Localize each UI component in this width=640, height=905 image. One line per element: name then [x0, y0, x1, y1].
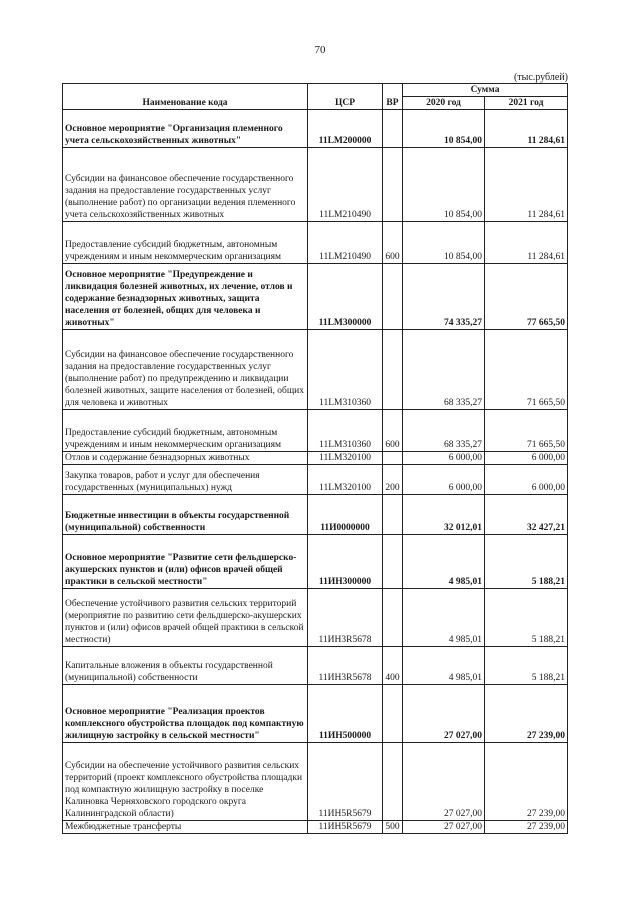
row-vr — [383, 148, 403, 222]
table-row — [63, 110, 568, 148]
row-csr: 11ИН300000 — [308, 535, 383, 589]
row-name: Основное мероприятие "Реализация проектов комплексного обустройства площадок под компактную жилищную застройку в сельской местности" — [63, 685, 308, 743]
row-sum-2020: 4 985,01 — [403, 535, 485, 589]
row-sum-2020: 6 000,00 — [403, 465, 485, 495]
table-row — [63, 264, 568, 330]
row-sum-2021: 71 665,50 — [485, 410, 568, 452]
row-name: Предоставление субсидий бюджетным, автономным учреждениям и иным некоммерческим организациям — [63, 222, 308, 264]
header-csr: ЦСР — [308, 84, 383, 110]
row-sum-2021: 27 239,00 — [485, 821, 568, 834]
row-sum-2020: 10 854,00 — [403, 110, 485, 148]
row-sum-2020: 4 985,01 — [403, 647, 485, 685]
row-vr: 400 — [383, 647, 403, 685]
row-vr — [383, 264, 403, 330]
table-row — [63, 743, 568, 821]
row-sum-2020: 27 027,00 — [403, 821, 485, 834]
row-vr — [383, 743, 403, 821]
row-sum-2020: 27 027,00 — [403, 685, 485, 743]
budget-table — [62, 83, 568, 834]
table-row — [63, 222, 568, 264]
table-row — [63, 821, 568, 834]
row-sum-2021: 27 239,00 — [485, 685, 568, 743]
row-name: Основное мероприятие "Предупреждение и ликвидация болезней животных, их лечение, отлов и содержание безнадзорных животных, защита населения от болезней, общих для человека и животных" — [63, 264, 308, 330]
row-csr: 11LM310360 — [308, 330, 383, 410]
row-csr: 11LM200000 — [308, 110, 383, 148]
row-sum-2020: 27 027,00 — [403, 743, 485, 821]
row-vr — [383, 452, 403, 465]
row-csr: 11ИН3R5678 — [308, 647, 383, 685]
table-row — [63, 685, 568, 743]
row-sum-2020: 68 335,27 — [403, 410, 485, 452]
table-row — [63, 589, 568, 647]
row-vr — [383, 589, 403, 647]
row-sum-2020: 68 335,27 — [403, 330, 485, 410]
row-name: Межбюджетные трансферты — [63, 821, 308, 834]
row-vr — [383, 110, 403, 148]
row-name: Основное мероприятие "Развитие сети фельдшерско-акушерских пунктов и (или) офисов врачей общей практики в сельской местности" — [63, 535, 308, 589]
row-name: Отлов и содержание безнадзорных животных — [63, 452, 308, 465]
row-name: Бюджетные инвестиции в объекты государственной (муниципальной) собственности — [63, 495, 308, 535]
row-name: Основное мероприятие "Организация племенного учета сельскохозяйственных животных" — [63, 110, 308, 148]
table-row — [63, 535, 568, 589]
row-sum-2020: 6 000,00 — [403, 452, 485, 465]
row-name: Закупка товаров, работ и услуг для обеспечения государственных (муниципальных) нужд — [63, 465, 308, 495]
row-name: Предоставление субсидий бюджетным, автономным учреждениям и иным некоммерческим организациям — [63, 410, 308, 452]
table-row — [63, 647, 568, 685]
row-vr: 200 — [383, 465, 403, 495]
row-vr — [383, 535, 403, 589]
row-csr: 11LM320100 — [308, 452, 383, 465]
row-vr — [383, 495, 403, 535]
row-sum-2021: 77 665,50 — [485, 264, 568, 330]
row-sum-2021: 5 188,21 — [485, 535, 568, 589]
row-sum-2020: 4 985,01 — [403, 589, 485, 647]
row-csr: 11ИН500000 — [308, 685, 383, 743]
row-name: Субсидии на финансовое обеспечение государственного задания на предоставление государственных услуг (выполнение работ) по предупреждению и ликвидации болезней животных, защите населения от болезней, общих для человека и животных — [63, 330, 308, 410]
row-csr: 11ИН5R5679 — [308, 743, 383, 821]
row-name: Субсидии на обеспечение устойчивого развития сельских территорий (проект комплексного обустройства площадки под компактную жилищную застройку в поселке Калиновка Черняховского городского округа Калининградской области) — [63, 743, 308, 821]
row-csr: 11ИН3R5678 — [308, 589, 383, 647]
row-vr: 500 — [383, 821, 403, 834]
row-name: Обеспечение устойчивого развития сельских территорий (мероприятие по развитию сети фельдшерско-акушерских пунктов и (или) офисов врачей общей практики в сельской местности) — [63, 589, 308, 647]
table-row — [63, 330, 568, 410]
row-name: Капитальные вложения в объекты государственной (муниципальной) собственности — [63, 647, 308, 685]
row-vr — [383, 330, 403, 410]
row-vr: 600 — [383, 410, 403, 452]
row-sum-2020: 32 012,01 — [403, 495, 485, 535]
row-sum-2020: 74 335,27 — [403, 264, 485, 330]
header-2021: 2021 год — [485, 97, 568, 110]
row-sum-2021: 11 284,61 — [485, 148, 568, 222]
header-sum: Сумма — [403, 84, 568, 97]
table-row — [63, 148, 568, 222]
row-csr: 11И0000000 — [308, 495, 383, 535]
row-sum-2021: 11 284,61 — [485, 222, 568, 264]
row-vr: 600 — [383, 222, 403, 264]
row-sum-2021: 6 000,00 — [485, 465, 568, 495]
header-name: Наименование кода — [63, 84, 308, 110]
unit-note: (тыс.рублей) — [513, 72, 568, 83]
row-csr: 11LM210490 — [308, 148, 383, 222]
row-vr — [383, 685, 403, 743]
table-row — [63, 410, 568, 452]
row-sum-2021: 71 665,50 — [485, 330, 568, 410]
row-csr: 11ИН5R5679 — [308, 821, 383, 834]
row-sum-2021: 5 188,21 — [485, 647, 568, 685]
page-number: 70 — [314, 44, 326, 56]
header-2020: 2020 год — [403, 97, 485, 110]
row-csr: 11LM210490 — [308, 222, 383, 264]
table-row — [63, 495, 568, 535]
row-sum-2021: 5 188,21 — [485, 589, 568, 647]
row-csr: 11LM310360 — [308, 410, 383, 452]
header-vr: ВР — [383, 84, 403, 110]
row-sum-2021: 11 284,61 — [485, 110, 568, 148]
row-name: Субсидии на финансовое обеспечение государственного задания на предоставление государственных услуг (выполнение работ) по организации ведения племенного учета сельскохозяйственных животных — [63, 148, 308, 222]
row-sum-2021: 6 000,00 — [485, 452, 568, 465]
row-sum-2021: 32 427,21 — [485, 495, 568, 535]
row-sum-2020: 10 854,00 — [403, 222, 485, 264]
row-sum-2020: 10 854,00 — [403, 148, 485, 222]
row-sum-2021: 27 239,00 — [485, 743, 568, 821]
row-csr: 11LM320100 — [308, 465, 383, 495]
table-row — [63, 465, 568, 495]
row-csr: 11LM300000 — [308, 264, 383, 330]
table-row — [63, 452, 568, 465]
